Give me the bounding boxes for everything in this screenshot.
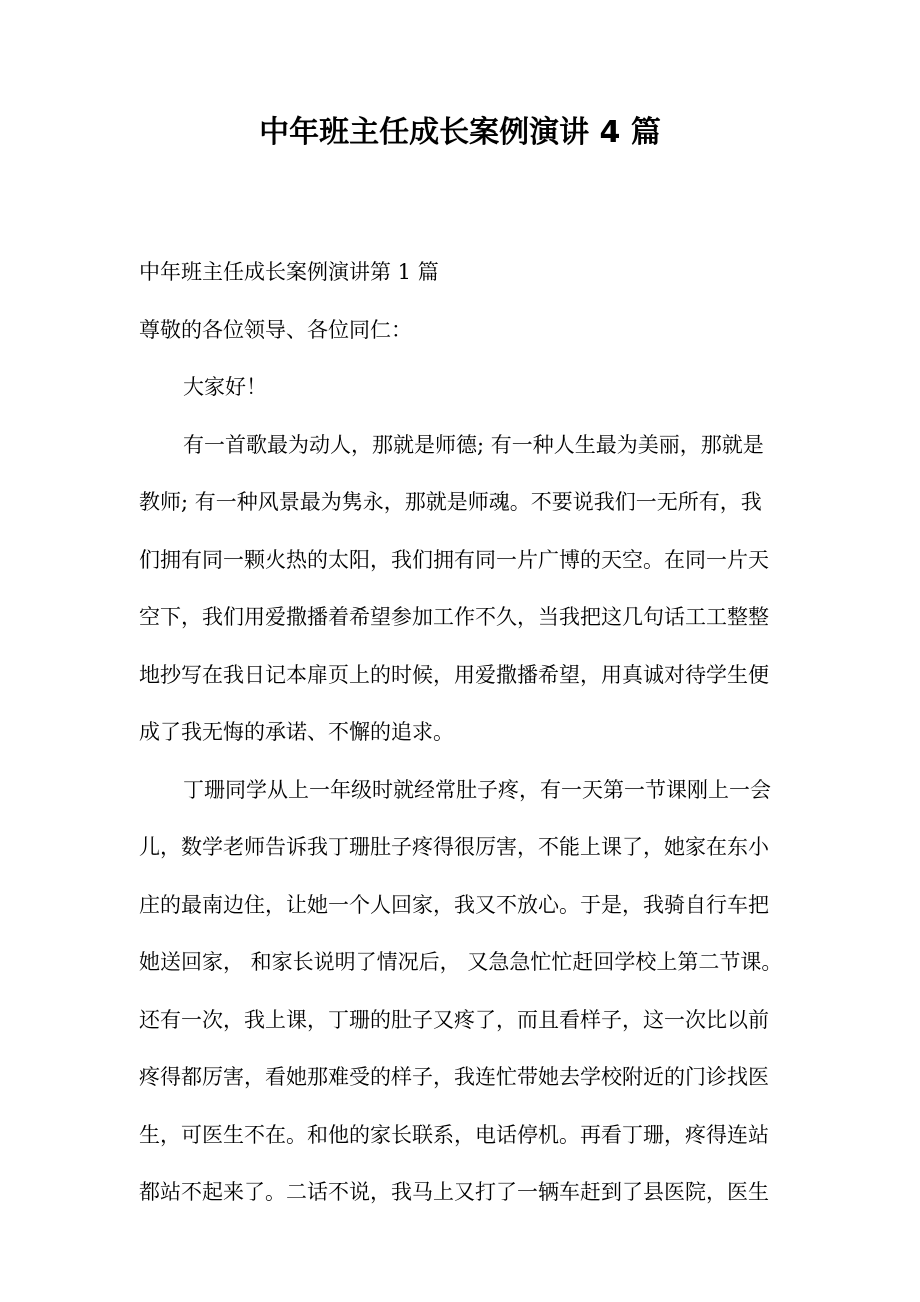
document-body xyxy=(139,244,794,1222)
salutation: 尊敬的各位领导、各位同仁： xyxy=(139,317,412,342)
paragraph-line: 疼得都厉害，看她那难受的样子，我连忙带她去学校附近的门诊找医 xyxy=(139,1065,769,1089)
document-title: 中年班主任成长案例演讲 4 篇 xyxy=(259,115,661,150)
paragraph-line: 教师; 有一种风景最为隽永，那就是师魂。不要说我们一无所有，我 xyxy=(139,490,762,514)
paragraph-line: 成了我无悔的承诺、不懈的追求。 xyxy=(139,720,454,744)
paragraph-line: 都站不起来了。二话不说，我马上又打了一辆车赶到了县医院，医生 xyxy=(139,1180,769,1204)
paragraph-line: 有一首歌最为动人，那就是师德; 有一种人生最为美丽，那就是 xyxy=(183,432,764,457)
paragraph-1 xyxy=(139,417,794,762)
paragraph-line: 空下，我们用爱撒播着希望参加工作不久，当我把这几句话工工整整 xyxy=(139,605,769,629)
greeting: 大家好！ xyxy=(183,375,267,399)
paragraph-line: 地抄写在我日记本扉页上的时候，用爱撒播希望，用真诚对待学生便 xyxy=(139,662,769,687)
section-heading: 中年班主任成长案例演讲第 1 篇 xyxy=(139,260,439,284)
paragraph-line: 丁珊同学从上一年级时就经常肚子疼，有一天第一节课刚上一会 xyxy=(183,777,771,802)
paragraph-line: 还有一次，我上课，丁珊的肚子又疼了，而且看样子，这一次比以前 xyxy=(139,1007,769,1032)
paragraph-line: 她送回家， 和家长说明了情况后， 又急急忙忙赶回学校上第二节课。 xyxy=(139,950,783,974)
paragraph-line: 庄的最南边住，让她一个人回家，我又不放心。于是，我骑自行车把 xyxy=(139,892,769,917)
paragraph-line: 儿，数学老师告诉我丁珊肚子疼得很厉害，不能上课了，她家在东小 xyxy=(139,835,769,859)
paragraph-2 xyxy=(139,762,794,1222)
paragraph-line: 们拥有同一颗火热的太阳，我们拥有同一片广博的天空。在同一片天 xyxy=(139,547,769,572)
paragraph-line: 生，可医生不在。和他的家长联系，电话停机。再看丁珊，疼得连站 xyxy=(139,1122,769,1147)
